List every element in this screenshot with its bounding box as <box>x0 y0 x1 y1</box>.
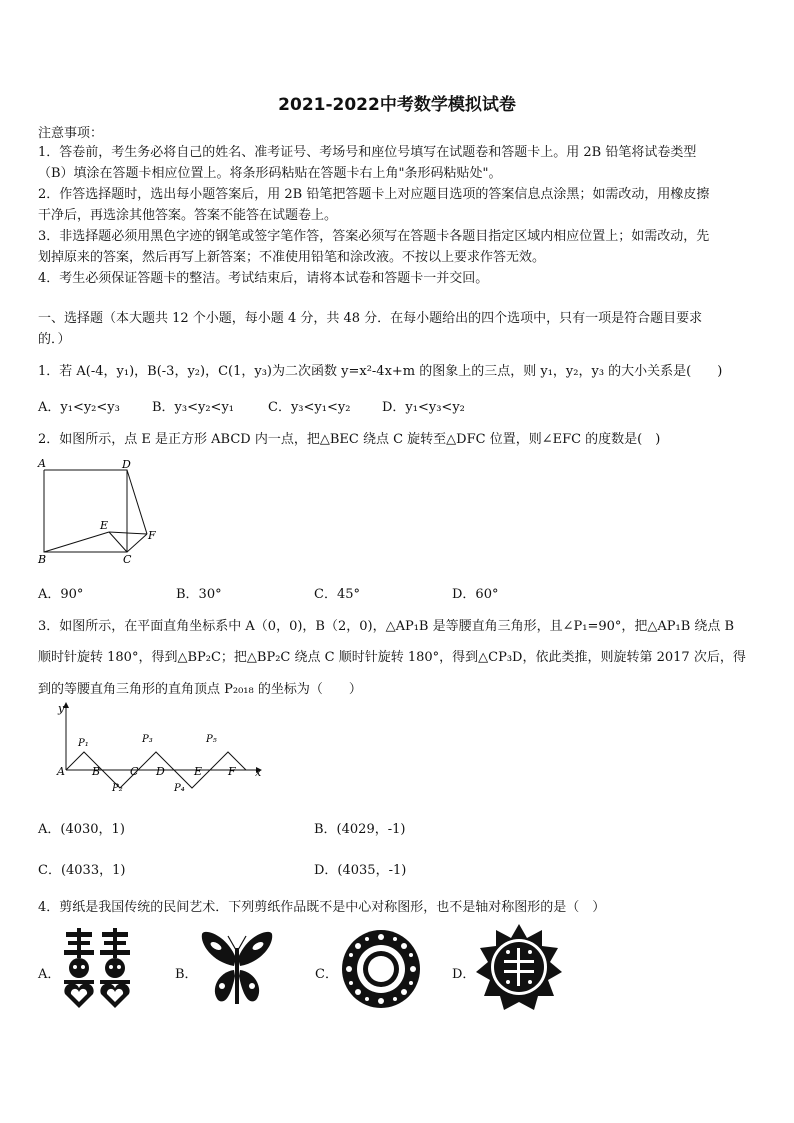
question-2-stem: 2．如图所示，点 E 是正方形 ABCD 内一点，把△BEC 绕点 C 旋转至△DFC 位置，则∠EFC 的度数是( ) <box>38 432 661 447</box>
q2-option-d[interactable]: D．60° <box>452 587 499 602</box>
q4-option-a[interactable]: A． <box>38 967 61 982</box>
q2-option-c[interactable]: C．45° <box>314 587 360 602</box>
point-b: B <box>92 765 101 778</box>
q3-option-a[interactable]: A．(4030，1) <box>38 822 125 837</box>
q1-option-d[interactable]: D．y₁<y₃<y₂ <box>382 400 465 415</box>
notice-line: （B）填涂在答题卡相应位置上。将条形码粘贴在答题卡右上角"条形码粘贴处"。 <box>38 166 502 181</box>
point-p2: P₂ <box>112 783 123 794</box>
notice-line: 1．答卷前，考生务必将自己的姓名、准考证号、考场号和座位号填写在试题卷和答题卡上。用 2B 铅笔将试卷类型 <box>38 145 697 160</box>
label-b: B <box>38 553 47 566</box>
q1-option-c[interactable]: C．y₃<y₁<y₂ <box>268 400 351 415</box>
exam-title: 2021-2022中考数学模拟试卷 <box>278 95 516 115</box>
label-c: C <box>123 553 132 566</box>
notice-heading: 注意事项： <box>38 126 104 141</box>
q3-option-c[interactable]: C．(4033，1) <box>38 863 126 878</box>
point-c: C <box>130 765 139 778</box>
q4-option-d[interactable]: D． <box>452 967 476 982</box>
question-4-stem: 4．剪纸是我国传统的民间艺术．下列剪纸作品既不是中心对称图形，也不是轴对称图形的是（ ） <box>38 900 606 915</box>
question-3-line: 到的等腰直角三角形的直角顶点 P₂₀₁₈ 的坐标为（ ） <box>38 682 362 697</box>
section-heading-cont: 的．） <box>38 332 71 347</box>
point-p5: P₅ <box>206 734 217 745</box>
label-d: D <box>122 458 131 471</box>
question-3-line: 3．如图所示，在平面直角坐标系中 A（0，0)，B（2，0)，△AP₁B 是等腰直角三角形，且∠P₁=90°，把△AP₁B 绕点 B <box>38 619 735 634</box>
point-p3: P₃ <box>142 734 153 745</box>
y-axis-label: y <box>58 702 65 715</box>
label-a: A <box>38 457 46 470</box>
notice-line: 干净后，再选涂其他答案。答案不能答在试题卷上。 <box>38 208 338 223</box>
question-3-line: 顺时针旋转 180°，得到△BP₂C；把△BP₂C 绕点 C 顺时针旋转 180°，得到△CP₃D，依此类推，则旋转第 2017 次后，得 <box>38 650 746 665</box>
point-p4: P₄ <box>174 783 185 794</box>
q2-option-b[interactable]: B．30° <box>176 587 222 602</box>
section-heading: 一、选择题（本大题共 12 个小题，每小题 4 分，共 48 分．在每小题给出的四个选项中，只有一项是符合题目要求 <box>38 311 703 326</box>
notice-line: 划掉原来的答案，然后再写上新答案；不准使用铅笔和涂改液。不按以上要求作答无效。 <box>38 250 546 265</box>
point-e: E <box>194 765 203 778</box>
q1-option-b[interactable]: B．y₃<y₂<y₁ <box>152 400 235 415</box>
round-flower-papercut-image <box>340 928 422 1010</box>
butterfly-papercut-image <box>198 928 276 1010</box>
q3-option-b[interactable]: B．(4029，-1) <box>314 822 406 837</box>
double-happiness-papercut-image <box>62 928 132 1010</box>
point-f: F <box>228 765 236 778</box>
label-f: F <box>148 529 156 542</box>
point-p1: P₁ <box>78 738 89 749</box>
notice-line: 2．作答选择题时，选出每小题答案后，用 2B 铅笔把答题卡上对应题目选项的答案信息点涂黑；如需改动，用橡皮擦 <box>38 187 710 202</box>
q2-option-a[interactable]: A．90° <box>38 587 84 602</box>
zigzag-triangle-figure <box>48 700 268 800</box>
q3-option-d[interactable]: D．(4035，-1) <box>314 863 407 878</box>
question-1-stem: 1．若 A(-4，y₁)，B(-3，y₂)，C(1，y₃)为二次函数 y=x²-4x+m 的图象上的三点，则 y₁，y₂，y₃ 的大小关系是( ) <box>38 364 723 379</box>
notice-line: 4．考生必须保证答题卡的整洁。考试结束后，请将本试卷和答题卡一并交回。 <box>38 271 489 286</box>
q4-option-c[interactable]: C． <box>315 967 338 982</box>
star-medallion-papercut-image <box>474 922 564 1012</box>
point-d: D <box>156 765 165 778</box>
q1-option-a[interactable]: A．y₁<y₂<y₃ <box>38 400 120 415</box>
square-rotation-figure <box>34 455 164 570</box>
point-a: A <box>57 765 65 778</box>
q4-option-b[interactable]: B． <box>175 967 198 982</box>
label-e: E <box>100 519 109 532</box>
x-axis-label: x <box>255 766 262 779</box>
notice-line: 3．非选择题必须用黑色字迹的钢笔或签字笔作答，答案必须写在答题卡各题目指定区域内相应位置上；如需改动，先 <box>38 229 710 244</box>
